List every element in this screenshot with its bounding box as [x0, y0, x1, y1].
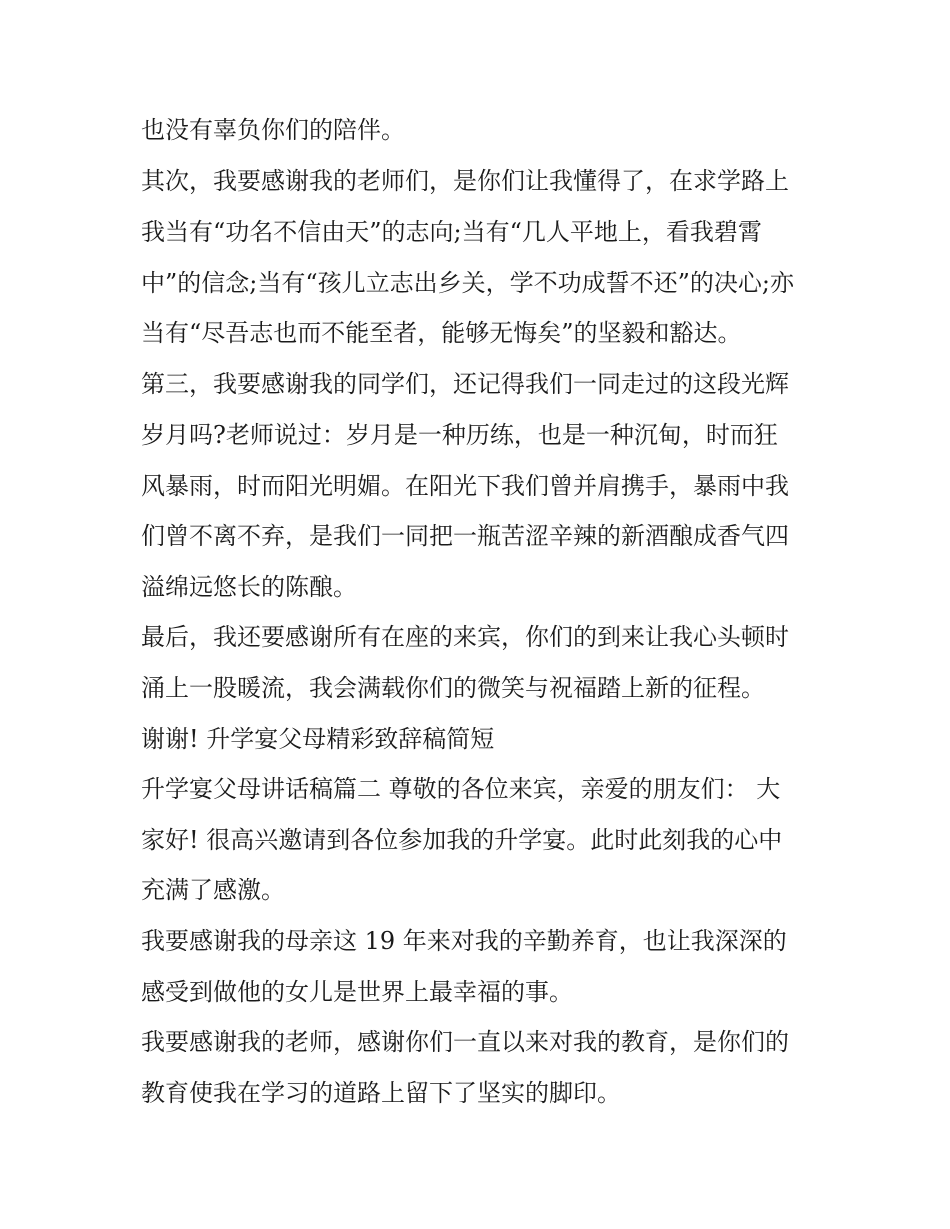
text-line: 家好! 很高兴邀请到各位参加我的升学宴。此时此刻我的心中 [141, 826, 783, 854]
text-line: 第三，我要感谢我的同学们，还记得我们一同走过的这段光辉 [141, 370, 789, 398]
text-line: 们曾不离不弃，是我们一同把一瓶苦涩辛辣的新酒酿成香气四 [141, 522, 789, 550]
text-line: 溢绵远悠长的陈酿。 [141, 573, 357, 601]
text-line: 充满了感激。 [141, 876, 285, 904]
text-line: 其次，我要感谢我的老师们，是你们让我懂得了，在求学路上 [141, 167, 789, 195]
text-line: 谢谢! 升学宴父母精彩致辞稿简短 [141, 725, 495, 753]
text-line: 我当有“功名不信由天”的志向;当有“几人平地上，看我碧霄 [141, 218, 762, 246]
text-line: 我要感谢我的老师，感谢你们一直以来对我的教育，是你们的 [141, 1028, 789, 1056]
text-line: 感受到做他的女儿是世界上最幸福的事。 [141, 978, 573, 1006]
text-line: 中”的信念;当有“孩儿立志出乡关，学不功成誓不还”的决心;亦 [141, 269, 794, 297]
text-line: 也没有辜负你们的陪伴。 [141, 116, 405, 144]
text-line: 最后，我还要感谢所有在座的来宾，你们的到来让我心头顿时 [141, 623, 789, 651]
text-line: 涌上一股暖流，我会满载你们的微笑与祝福踏上新的征程。 [141, 674, 765, 702]
text-line: 岁月吗?老师说过：岁月是一种历练，也是一种沉甸，时而狂 [141, 421, 778, 449]
text-line: 升学宴父母讲话稿篇二 尊敬的各位来宾，亲爱的朋友们： 大 [141, 775, 781, 803]
text-line: 我要感谢我的母亲这 19 年来对我的辛勤养育，也让我深深的 [141, 927, 787, 955]
text-line: 教育使我在学习的道路上留下了坚实的脚印。 [141, 1079, 621, 1107]
text-line: 当有“尽吾志也而不能至者，能够无悔矣”的坚毅和豁达。 [141, 319, 742, 347]
text-line: 风暴雨，时而阳光明媚。在阳光下我们曾并肩携手，暴雨中我 [141, 472, 789, 500]
